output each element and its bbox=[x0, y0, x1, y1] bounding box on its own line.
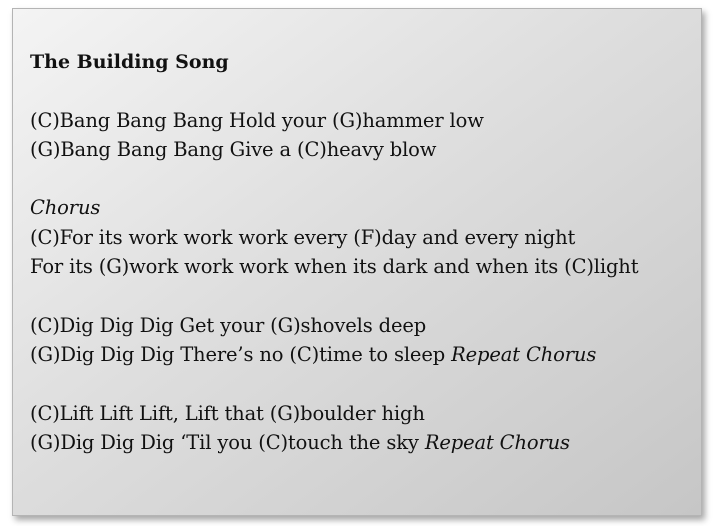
verse3-line1: (C)Lift Lift Lift, Lift that (G)boulder high bbox=[30, 402, 425, 425]
verse3-line2: (G)Dig Dig Dig ‘Til you (C)touch the sky bbox=[30, 431, 419, 454]
verse2-line2-row bbox=[30, 342, 596, 368]
verse1-line2: (G)Bang Bang Bang Give a (C)heavy blow bbox=[30, 138, 437, 161]
verse2-line1: (C)Dig Dig Dig Get your (G)shovels deep bbox=[30, 314, 427, 337]
chorus-line1: (C)For its work work work every (F)day and every night bbox=[30, 226, 576, 249]
verse1-line1: (C)Bang Bang Bang Hold your (G)hammer low bbox=[30, 109, 484, 132]
song-title: The Building Song bbox=[30, 51, 229, 73]
verse3-repeat-chorus: Repeat Chorus bbox=[424, 431, 570, 454]
verse2-repeat-chorus: Repeat Chorus bbox=[451, 343, 597, 366]
verse2-line2: (G)Dig Dig Dig There’s no (C)time to sleep bbox=[30, 343, 446, 366]
verse3-line2-row bbox=[30, 430, 570, 456]
chorus-label: Chorus bbox=[30, 196, 101, 219]
chorus-line2: For its (G)work work work when its dark and when its (C)light bbox=[30, 255, 639, 278]
song-card bbox=[12, 8, 702, 516]
